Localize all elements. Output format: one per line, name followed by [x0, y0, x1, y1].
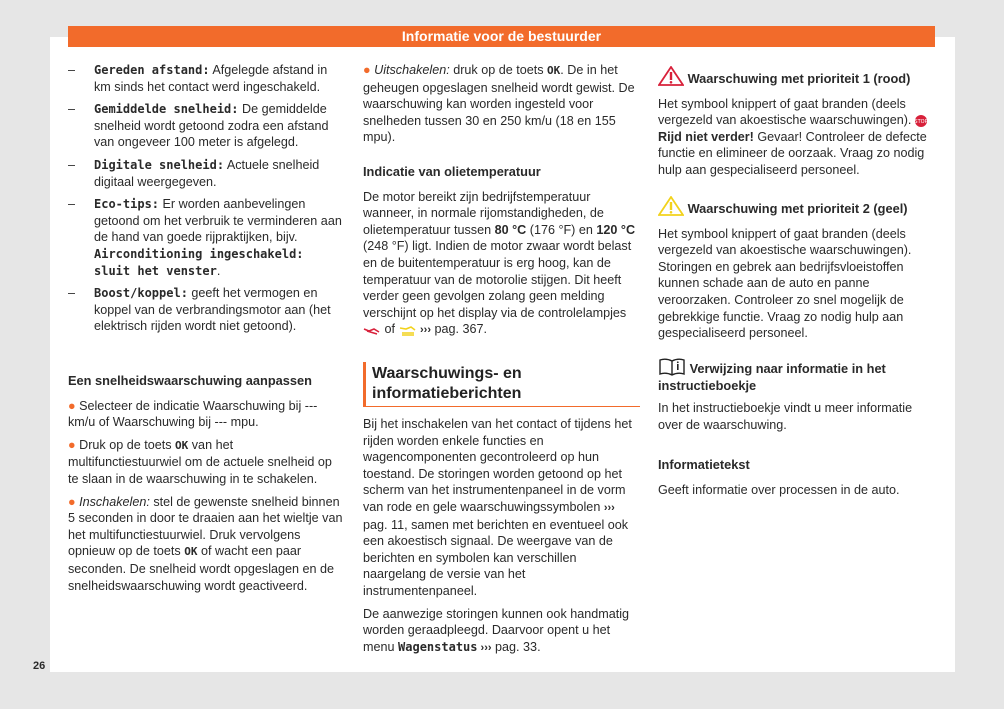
keyword: Eco-tips:	[94, 197, 160, 212]
text-span: Gevaar! Controleer de defecte functie en elimineer de oorzaak. Vraag zo nodig hulp aan gespecialiseerd personeel.	[658, 129, 927, 177]
page-link[interactable]: pag. 33.	[491, 639, 541, 654]
bullet-item	[68, 494, 345, 595]
text-span: geeft het vermogen en koppel van de verbrandingsmotor aan (het elektrisch rijden wordt niet getoond).	[94, 286, 331, 334]
svg-text:STOP: STOP	[914, 119, 927, 126]
text-span: van het multifunctiestuurwiel om de actuele snelheid op te slaan in de waarschuwing in te schakelen.	[68, 437, 332, 486]
text-span: De aanwezige storingen kunnen ook handmatig worden geraadpleegd. Daarvoor opent u het menu	[363, 606, 630, 654]
text-span: (176 °F) en	[526, 222, 597, 237]
oil-temp-red-icon	[363, 322, 381, 336]
text-span: Selecteer de indicatie Waarschuwing bij --- km/u of Waarschuwing bij --- mpu.	[68, 398, 318, 430]
keyword: Gemiddelde snelheid:	[94, 102, 239, 117]
list-item	[68, 62, 345, 95]
list-item	[68, 157, 345, 190]
text-span: Inschakelen:	[79, 494, 150, 509]
text-span: Uitschakelen:	[374, 63, 450, 77]
text-span: 120 °C	[596, 222, 636, 237]
text-span: of	[381, 322, 399, 337]
text-span	[94, 285, 345, 335]
text-span: Actuele snelheid digitaal weergegeven.	[94, 157, 320, 189]
page-link[interactable]: pag. 11, samen met berichten en eventueel ook een akoestisch signaal. De weergave van de berichten en symbolen kan verschillen naargelang de versie van het instrumentenpaneel.	[363, 517, 629, 598]
paragraph	[363, 606, 640, 657]
page-number: 26	[33, 660, 46, 672]
text-span: Waarschuwing met prioriteit 1 (rood)	[687, 71, 911, 86]
keyword: Gereden afstand:	[94, 63, 210, 77]
text-span	[94, 157, 345, 190]
ok-key-icon: OK	[175, 438, 189, 452]
paragraph	[363, 189, 640, 339]
paragraph	[658, 96, 938, 179]
text-span: .	[216, 263, 221, 278]
text-span: Waarschuwing met prioriteit 2 (geel)	[687, 201, 908, 216]
text-span: 80 °C	[494, 222, 527, 237]
bullet-item	[363, 62, 640, 146]
list-item	[68, 101, 345, 151]
section-heading	[658, 196, 938, 218]
text-span	[94, 196, 345, 279]
text-span	[94, 101, 345, 151]
section-heading	[658, 358, 938, 394]
text-span	[94, 62, 345, 95]
paragraph: Geeft informatie over processen in de auto.	[658, 482, 900, 497]
warning-triangle-red-icon	[658, 71, 684, 86]
list-item	[68, 196, 345, 279]
text-span: ›››	[477, 641, 492, 654]
text-span: ●	[363, 63, 375, 77]
text-span: De motor bereikt zijn bedrijfstemperatuur wanneer, in normale rijomstandigheden, de olietemperatuur tussen	[363, 189, 604, 237]
text-span: ●	[68, 398, 80, 413]
text-span: (248 °F) ligt. Indien de motor zwaar wordt belast en de buitentemperatuur is erg hoog, kan de temperatuur van de motorolie stijgen. Dit heeft verder geen gevolgen zolang geen melding verschijnt op het display via de controlelampjes	[363, 239, 632, 320]
warnings-section	[363, 362, 640, 662]
text-span: Het symbool knippert of gaat branden (deels vergezeld van akoestische waarschuwingen).	[658, 96, 912, 128]
text-span: Er worden aanbevelingen getoond om het verbruik te verminderen aan de hand van goede rijpraktijken, bijv.	[94, 197, 342, 245]
text-span: stel de gewenste snelheid binnen 5 seconden in door te draaien aan het wieltje van het multifunctiestuurwiel. Druk vervolgens opnieuw op de toets	[68, 494, 343, 559]
text-span: –	[68, 102, 76, 117]
book-icon	[658, 361, 686, 376]
text-span: druk op de toets	[449, 63, 548, 77]
text-span: Druk op de toets	[79, 437, 176, 452]
section-heading: Indicatie van olietemperatuur	[363, 164, 541, 179]
text-span: –	[68, 63, 76, 77]
paragraph: Het symbool knippert of gaat branden (deels vergezeld van akoestische waarschuwingen). Storingen en gebrek aan bedrijfsvloeistoffen kunnen schade aan de auto en panne veroorzaken. Controleer zo snel mogelijk de gebrekkige functie. Vraag zo nodig hulp aan gespecialiseerd personeel.	[658, 226, 912, 341]
ok-key-icon: OK	[547, 64, 561, 77]
text-span: ›››	[603, 501, 615, 514]
stop-icon	[915, 113, 927, 127]
paragraph	[363, 416, 640, 600]
text-span: Bij het inschakelen van het contact of tijdens het rijden worden enkele functies en wagencomponenten gecontroleerd op hun toestand. De storingen worden getoond op het scherm van het instrumentenpaneel in de vorm van rode en gele waarschuwingssymbolen	[363, 417, 632, 514]
list-item	[68, 285, 345, 335]
text-span: ●	[68, 437, 80, 452]
section-heading: Een snelheidswaarschuwing aanpassen	[68, 373, 312, 388]
priority-1-section	[658, 66, 938, 185]
column-2	[363, 62, 640, 152]
reference-section	[658, 358, 938, 439]
ok-key-icon: OK	[184, 545, 198, 559]
speed-warning-section	[68, 373, 345, 600]
text-span: ●	[68, 494, 80, 509]
oil-level-yellow-icon	[399, 322, 417, 336]
section-heading	[658, 66, 938, 88]
text-span: . De in het geheugen opgeslagen snelheid wordt gewist. De waarschuwing kan worden ingesteld voor snelheden tussen 30 en 250 km/u (18 en 155 mpu).	[363, 63, 635, 145]
text-span: ›››	[420, 324, 432, 337]
text-span: De gemiddelde snelheid wordt getoond zodra een afstand van ongeveer 100 meter is afgelegd.	[94, 102, 329, 150]
page-link[interactable]: pag. 367.	[431, 322, 488, 337]
oil-temp-section	[363, 164, 640, 345]
text-span: Afgelegde afstand in km sinds het contact werd ingeschakeld.	[94, 63, 328, 94]
section-heading: Informatietekst	[658, 457, 750, 472]
text-span: Rijd niet verder!	[658, 129, 754, 144]
keyword: Wagenstatus	[398, 639, 478, 654]
info-text-section	[658, 457, 938, 504]
page-header: Informatie voor de bestuurder	[68, 26, 935, 47]
text-span: –	[68, 286, 76, 301]
bullet-item	[68, 437, 345, 488]
keyword: Airconditioning ingeschakeld: sluit het venster	[94, 246, 304, 278]
text-span: –	[68, 157, 76, 172]
warning-triangle-yellow-icon	[658, 201, 684, 216]
keyword: Boost/koppel:	[94, 286, 188, 301]
priority-2-section	[658, 196, 938, 348]
section-title: Waarschuwings- en informatieberichten	[363, 362, 640, 407]
text-span: Verwijzing naar informatie in het instructieboekje	[658, 361, 886, 393]
bullet-item	[68, 398, 345, 431]
trip-data-list	[68, 62, 345, 341]
paragraph: In het instructieboekje vindt u meer informatie over de waarschuwing.	[658, 401, 913, 432]
text-span: –	[68, 197, 76, 212]
keyword: Digitale snelheid:	[94, 157, 225, 172]
text-span: of wacht een paar seconden. De snelheid wordt opgeslagen en de snelheidswaarschuwing wordt geactiveerd.	[68, 544, 335, 593]
